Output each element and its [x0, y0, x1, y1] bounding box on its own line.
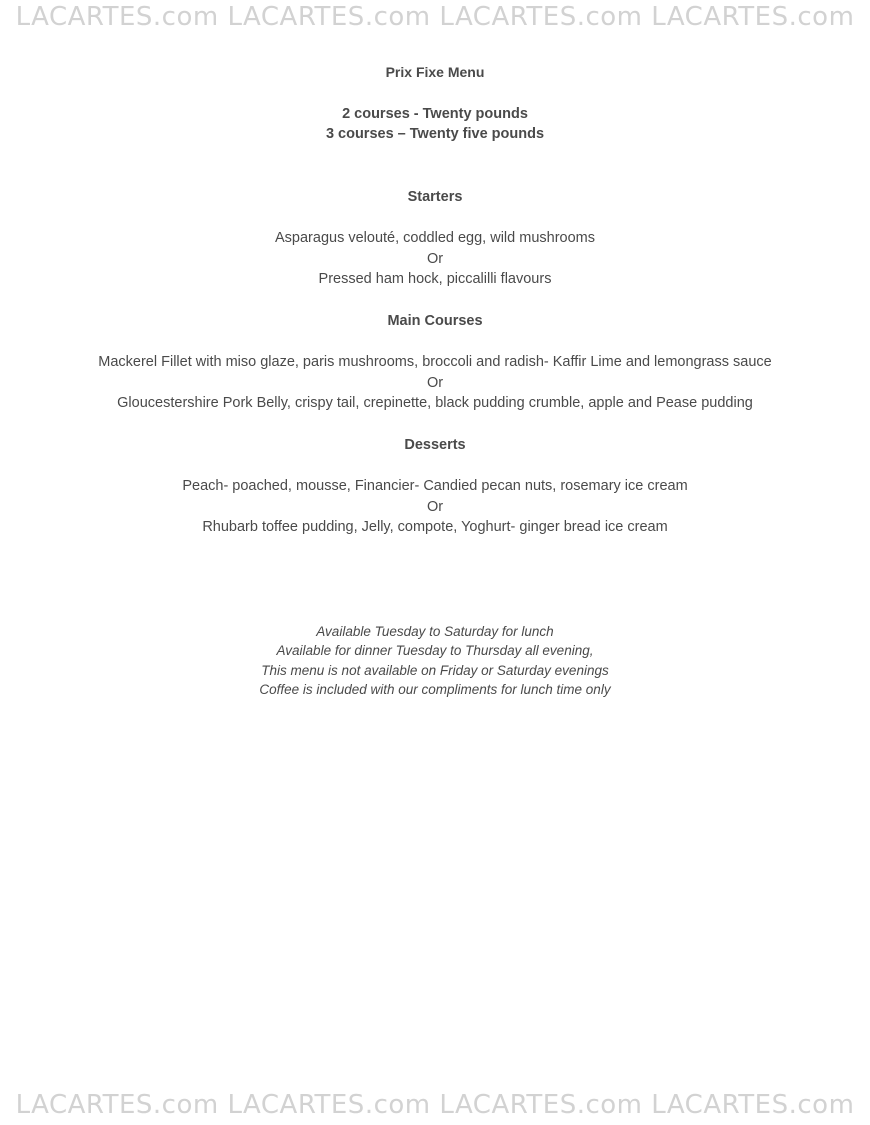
price-block — [0, 104, 870, 145]
menu-item: Mackerel Fillet with miso glaze, paris mushrooms, broccoli and radish- Kaffir Lime and lemongrass sauce — [98, 354, 772, 370]
watermark-top: LACARTES.com LACARTES.com LACARTES.com LACARTES.com — [15, 2, 855, 32]
note-coffee: Coffee is included with our compliments for lunch time only — [259, 681, 611, 697]
dish-list-desserts — [0, 476, 870, 538]
menu-item: Pressed ham hock, piccalilli flavours — [318, 271, 552, 287]
price-three-courses: 3 courses – Twenty five pounds — [325, 126, 545, 142]
section-heading-starters: Starters — [407, 188, 463, 205]
menu-title: Prix Fixe Menu — [385, 64, 485, 80]
menu-item: Rhubarb toffee pudding, Jelly, compote, Yoghurt- ginger bread ice cream — [202, 519, 668, 535]
menu-item: Asparagus velouté, coddled egg, wild mushrooms — [275, 230, 595, 246]
or-separator: Or — [426, 250, 444, 267]
menu-item: Peach- poached, mousse, Financier- Candied pecan nuts, rosemary ice cream — [182, 478, 688, 494]
note-dinner: Available for dinner Tuesday to Thursday all evening, — [276, 643, 594, 659]
note-lunch: Available Tuesday to Saturday for lunch — [316, 624, 554, 639]
note-not-available: This menu is not available on Friday or Saturday evenings — [261, 662, 609, 678]
price-two-courses: 2 courses - Twenty pounds — [342, 105, 528, 122]
availability-notes — [0, 622, 870, 699]
section-heading-main-courses: Main Courses — [387, 312, 483, 329]
or-separator: Or — [426, 498, 444, 515]
menu — [0, 62, 870, 538]
dish-list-main-courses — [0, 352, 870, 414]
watermark-bottom: LACARTES.com LACARTES.com LACARTES.com LACARTES.com — [15, 1090, 855, 1120]
or-separator: Or — [426, 374, 444, 391]
section-heading-desserts: Desserts — [404, 436, 466, 453]
menu-item: Gloucestershire Pork Belly, crispy tail, crepinette, black pudding crumble, apple and Pease pudding — [117, 395, 753, 411]
dish-list-starters — [0, 228, 870, 290]
